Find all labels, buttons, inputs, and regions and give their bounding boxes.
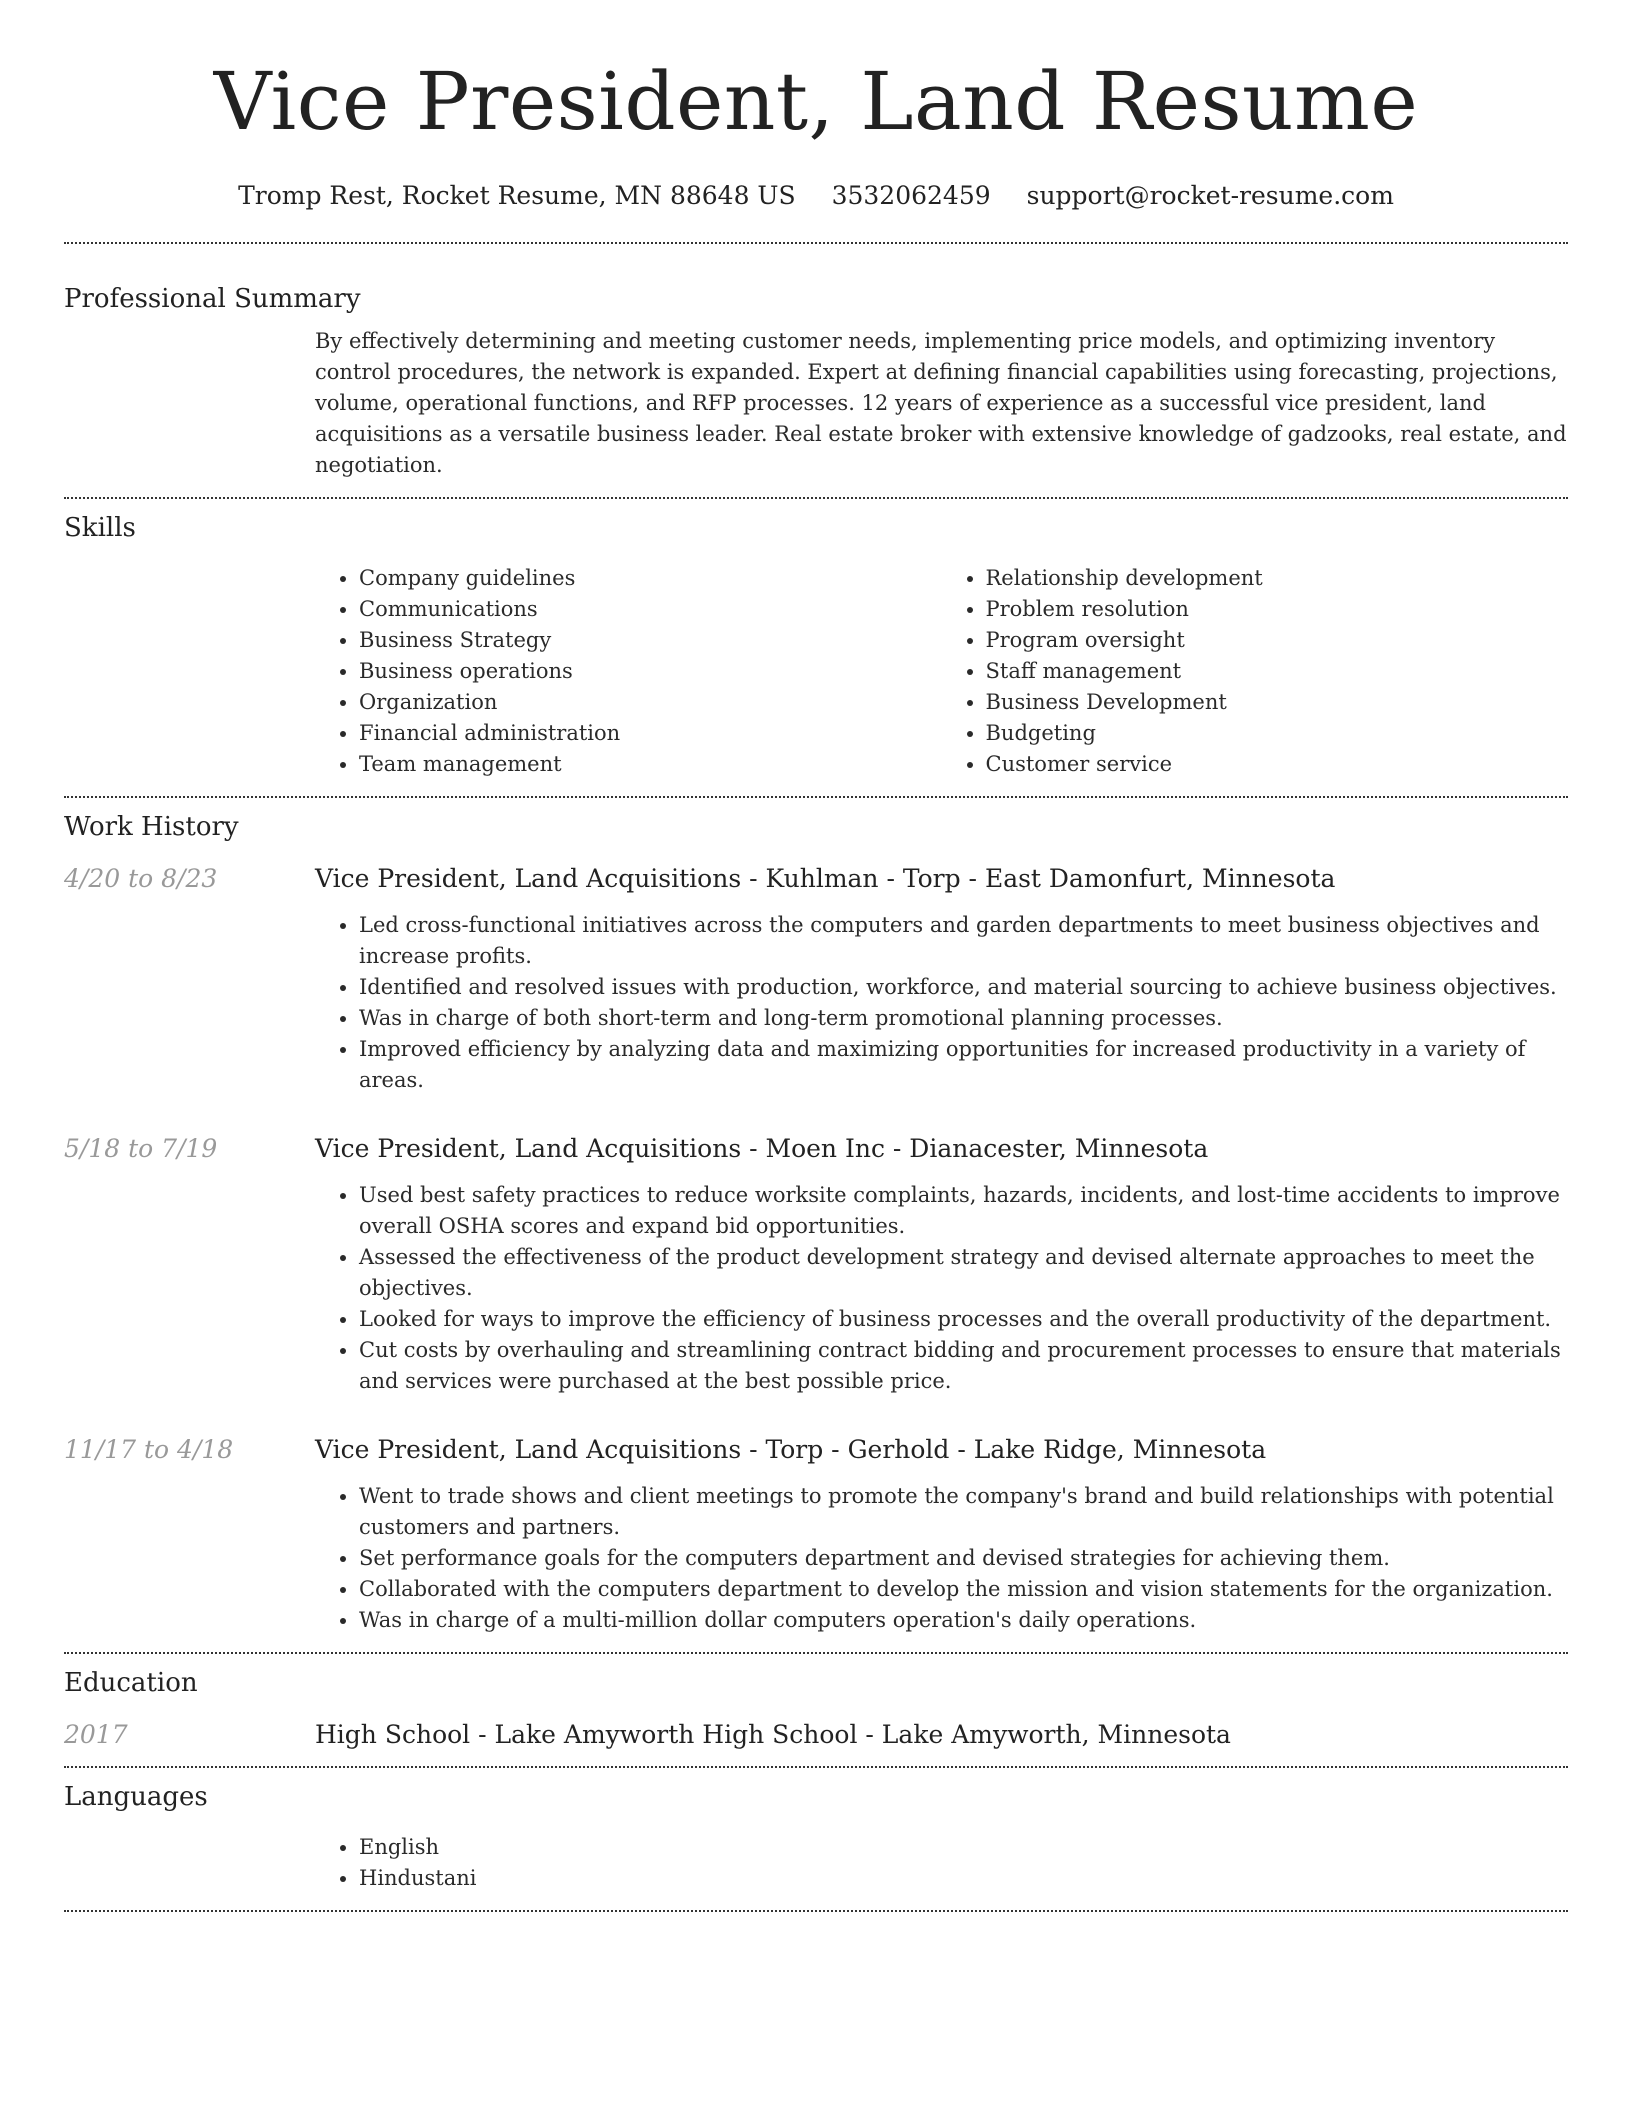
job-bullet: • Identified and resolved issues with production, workforce, and material sourcing to achieve business objectives. [359,972,1568,1003]
education-heading: Education [64,1668,198,1698]
skill-item: • Customer service [986,749,1569,780]
resume-title: Vice President, Land Resume [213,55,1419,148]
skills-list-left [315,563,942,780]
skill-item: • Staff management [986,656,1569,687]
skill-item: • Organization [359,687,942,718]
contact-phone: 3532062459 [831,181,991,210]
job-bullets [315,1481,1568,1636]
skills-columns [315,563,1568,780]
summary-section [64,244,1568,481]
summary-heading: Professional Summary [64,284,361,314]
skills-section [64,499,1568,780]
job-date: 11/17 to 4/18 [64,1435,234,1464]
job-details [315,910,1568,1096]
job-title: Vice President, Land Acquisitions - Moen Inc - Dianacester, Minnesota [315,1134,1209,1163]
job-bullet: • Cut costs by overhauling and streamlining contract bidding and procurement processes to ensure that materials and services were purchased at the best possible price. [359,1335,1568,1397]
divider [64,1910,1568,1912]
education-entry [64,1718,1568,1752]
job-bullets [315,910,1568,1096]
job-bullet: • Set performance goals for the computers department and devised strategies for achieving them. [359,1543,1568,1574]
skill-item: • Communications [359,594,942,625]
languages-content [315,1832,1568,1894]
skill-item: • Business operations [359,656,942,687]
skill-item: • Company guidelines [359,563,942,594]
skills-list-right [942,563,1569,780]
contact-email: support@rocket-resume.com [1026,181,1394,210]
job-date: 4/20 to 8/23 [64,864,218,893]
job-bullet: • Used best safety practices to reduce worksite complaints, hazards, incidents, and lost-time accidents to improve overall OSHA scores and expand bid opportunities. [359,1180,1568,1242]
education-title: High School - Lake Amyworth High School - Lake Amyworth, Minnesota [315,1720,1231,1749]
job-details [315,1481,1568,1636]
work-history-heading: Work History [64,812,239,842]
skills-heading: Skills [64,513,136,543]
languages-section [64,1768,1568,1894]
skill-item: • Problem resolution [986,594,1569,625]
skill-item: • Business Strategy [359,625,942,656]
skill-item: • Financial administration [359,718,942,749]
education-section [64,1654,1568,1752]
skill-item: • Budgeting [986,718,1569,749]
skill-item: • Program oversight [986,625,1569,656]
skill-item: • Business Development [986,687,1569,718]
job-header [64,1433,1568,1467]
job-bullet: • Went to trade shows and client meetings to promote the company's brand and build relationships with potential customers and partners. [359,1481,1568,1543]
skill-item: • Relationship development [986,563,1569,594]
job-bullet: • Collaborated with the computers department to develop the mission and vision statements for the organization. [359,1574,1568,1605]
languages-list [315,1832,1568,1894]
job-header [64,862,1568,896]
resume-header [64,0,1568,212]
contact-address: Tromp Rest, Rocket Resume, MN 88648 US [238,181,796,210]
language-item: • English [359,1832,1568,1863]
job-details [315,1180,1568,1397]
summary-text: By effectively determining and meeting customer needs, implementing price models, and optimizing inventory control procedures, the network is expanded. Expert at defining financial capabilities using forecasting, projections, volume, operational functions, and RFP processes. 12 years of experience as a successful vice president, land acquisitions as a versatile business leader. Real estate broker with extensive knowledge of gadzooks, real estate, and negotiation. [315,329,1567,477]
work-history-section [64,798,1568,1652]
job-title: Vice President, Land Acquisitions - Torp - Gerhold - Lake Ridge, Minnesota [315,1435,1267,1464]
job-bullet: • Was in charge of a multi-million dollar computers operation's daily operations. [359,1605,1568,1636]
education-date: 2017 [64,1720,128,1749]
job-entry [64,1433,1568,1636]
job-header [64,1132,1568,1166]
job-entry [64,862,1568,1096]
job-bullet: • Assessed the effectiveness of the product development strategy and devised alternate approaches to meet the objectives. [359,1242,1568,1304]
job-date: 5/18 to 7/19 [64,1134,218,1163]
skill-item: • Team management [359,749,942,780]
job-bullet: • Led cross-functional initiatives across the computers and garden departments to meet business objectives and increase profits. [359,910,1568,972]
language-item: • Hindustani [359,1863,1568,1894]
job-bullet: • Looked for ways to improve the efficiency of business processes and the overall productivity of the department. [359,1304,1568,1335]
job-bullet: • Improved efficiency by analyzing data and maximizing opportunities for increased productivity in a variety of areas. [359,1034,1568,1096]
job-bullet: • Was in charge of both short-term and long-term promotional planning processes. [359,1003,1568,1034]
job-entry [64,1132,1568,1397]
languages-heading: Languages [64,1782,208,1812]
job-title: Vice President, Land Acquisitions - Kuhlman - Torp - East Damonfurt, Minnesota [315,864,1336,893]
job-bullets [315,1180,1568,1397]
contact-line [64,180,1568,212]
